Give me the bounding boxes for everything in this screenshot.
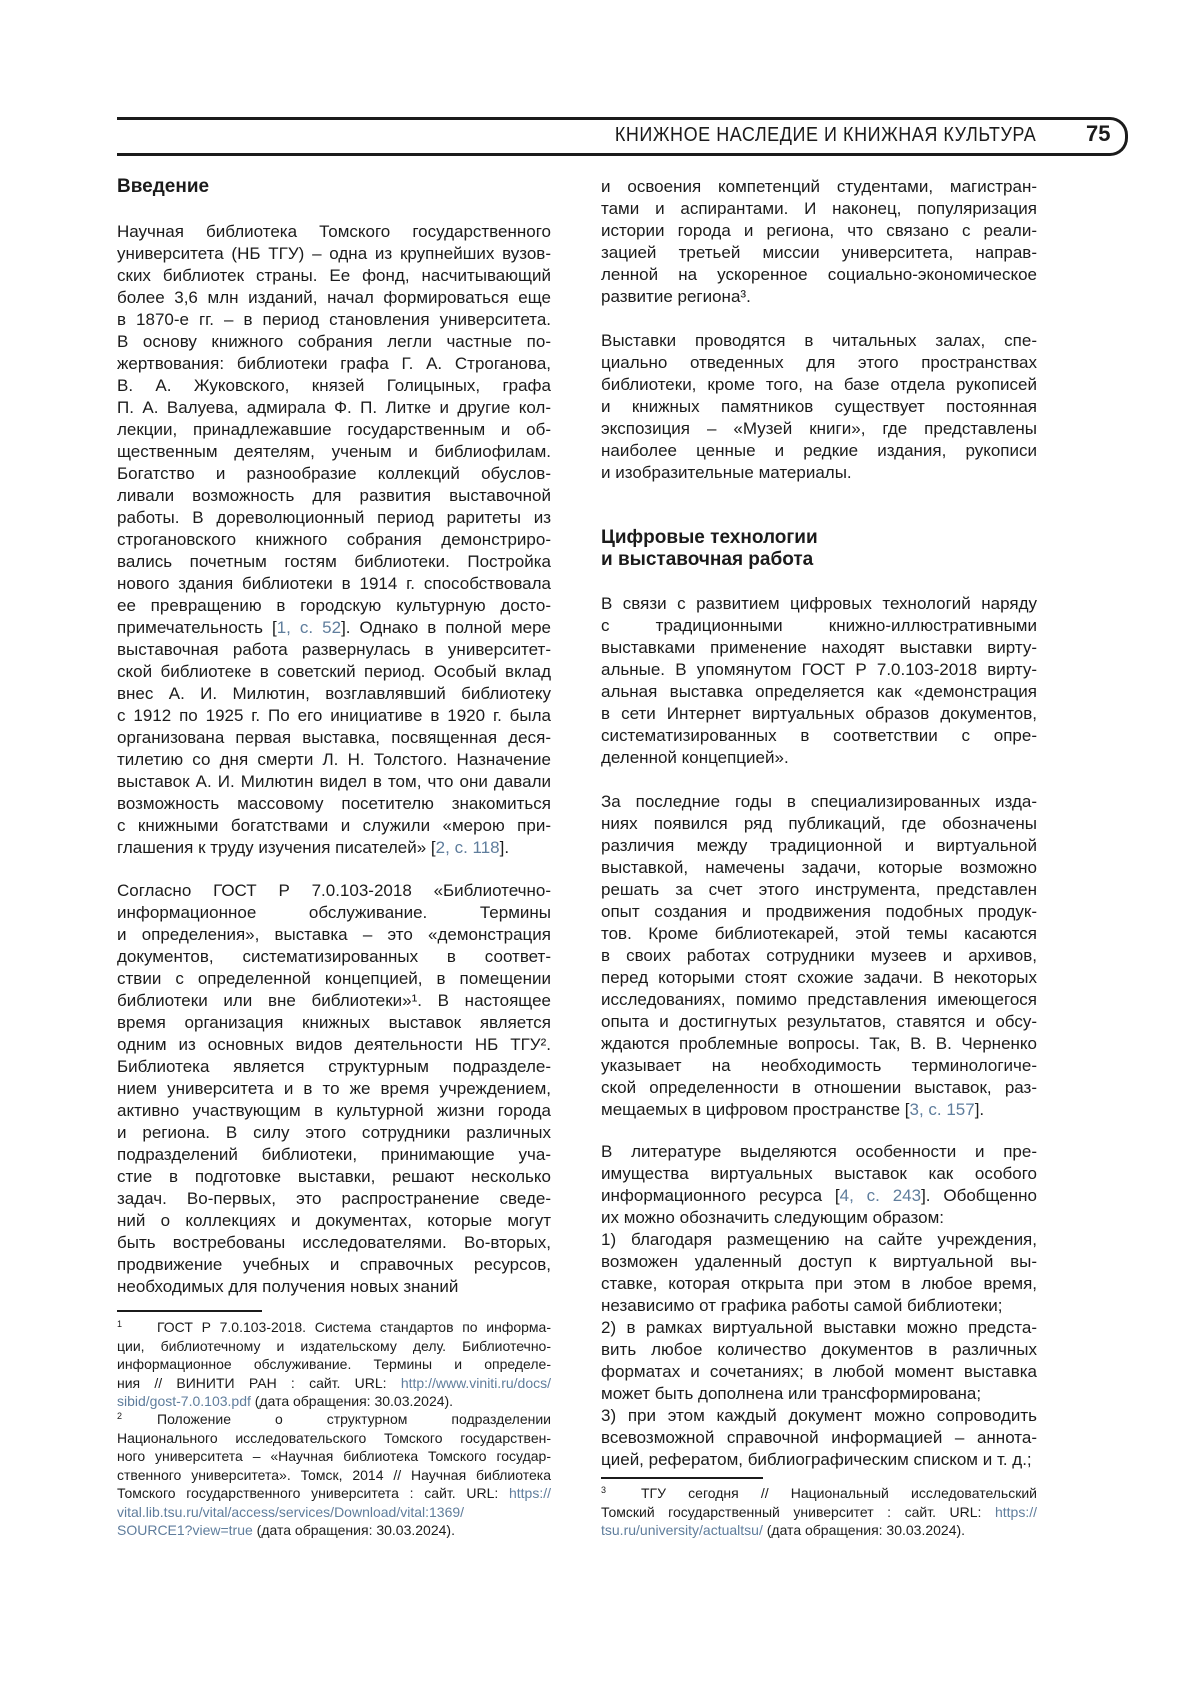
text-run: ]. Однако в полной мере: [341, 618, 551, 637]
text-run: информационное обслуживание. Термины и определе-: [117, 1356, 551, 1372]
text-run: различия между традиционной и виртуальной: [601, 836, 1037, 855]
text-run: развитие региона³.: [601, 287, 751, 306]
text-line: [117, 1337, 551, 1356]
text-line: [117, 815, 551, 837]
text-run: перед которыми стоят схожие задачи. В некоторых: [601, 968, 1037, 987]
text-line: [601, 1317, 1037, 1339]
text-run: тилетию со дня смерти Л. Н. Толстого. Назначение: [117, 750, 551, 769]
text-line: [117, 1210, 551, 1232]
text-line: [117, 1521, 551, 1540]
text-run: ее превращению в городскую культурную досто-: [117, 596, 551, 615]
text-line: [117, 419, 551, 441]
text-run: цией, рефератом, библиографическим списком и т. д.;: [601, 1450, 1032, 1469]
text-line: [601, 791, 1037, 813]
text-line: [117, 441, 551, 463]
text-line: [117, 727, 551, 749]
text-line: [117, 485, 551, 507]
text-run: указывает на необходимость терминологиче-: [601, 1056, 1037, 1075]
text-run: и региона. В силу этого сотрудники различных: [117, 1123, 551, 1142]
text-line: [601, 286, 1037, 308]
text-run: ниях появился ряд публикаций, где обозначены: [601, 814, 1037, 833]
text-run: может быть дополнена или трансформирована;: [601, 1384, 982, 1403]
text-run: библиотеки или вне библиотеки»¹. В настоящее: [117, 991, 551, 1010]
text-run: ждаются проблемные вопросы. Так, В. В. Черненко: [601, 1034, 1037, 1053]
text-run: зацией третьей миссии университета, направ-: [601, 243, 1037, 262]
text-run: нового здания библиотеки в 1914 г. способствовала: [117, 574, 551, 593]
text-line: [117, 331, 551, 353]
text-line: [601, 1207, 1037, 1229]
text-line: [117, 1056, 551, 1078]
text-line: [601, 176, 1037, 198]
text-run: строгановского книжного собрания демонстриро-: [117, 530, 551, 549]
text-line: [117, 551, 551, 573]
text-run: библиотеки, кроме того, на базе отдела рукописей: [601, 375, 1037, 394]
paragraph: [601, 791, 1037, 1121]
text-run: наиболее ценные и редкие издания, рукописи: [601, 441, 1037, 460]
text-run: решать за счет этого инструмента, представлен: [601, 880, 1037, 899]
footnote-1: [117, 1318, 551, 1411]
text-line: [117, 573, 551, 595]
text-line: [117, 1447, 551, 1466]
text-run: примечательность [: [117, 618, 277, 637]
text-line: [601, 1361, 1037, 1383]
text-line: [601, 418, 1037, 440]
text-run: с традиционными книжно-иллюстративными: [601, 616, 1037, 635]
footnote-2: [117, 1410, 551, 1540]
text-run: В основу книжного собрания легли частные по-: [117, 332, 551, 351]
text-run: ской библиотеке в советский период. Особый вклад: [117, 662, 551, 681]
text-line: [117, 265, 551, 287]
text-line: [117, 880, 551, 902]
text-run: глашения к труду изучения писателей» [: [117, 838, 436, 857]
text-run: в сети Интернет виртуальных образов документов,: [601, 704, 1037, 723]
text-line: [117, 946, 551, 968]
footnote-3: [601, 1484, 1037, 1540]
text-run: деленной концепцией».: [601, 748, 789, 767]
text-run: За последние годы в специализированных изда-: [601, 792, 1037, 811]
text-line: [601, 593, 1037, 615]
text-line: [601, 945, 1037, 967]
text-line: [601, 835, 1037, 857]
reference-link[interactable]: 1, с. 52: [276, 618, 342, 637]
text-run: вались почетным гостям библиотеки. Постройка: [117, 552, 551, 571]
text-line: [601, 857, 1037, 879]
text-run: опыт создания и продвижения подобных продук-: [601, 902, 1037, 921]
text-run: Богатство и разнообразие коллекций обуслов-: [117, 464, 551, 483]
text-run: имущества виртуальных выставок как особого: [601, 1164, 1037, 1183]
text-line: [601, 1427, 1037, 1449]
text-run: работы. В дореволюционный период раритеты из: [117, 508, 551, 527]
text-run: их можно обозначить следующим образом:: [601, 1208, 944, 1227]
text-line: [117, 902, 551, 924]
text-run: и книжных памятников существует постоянная: [601, 397, 1037, 416]
text-line: [117, 1392, 551, 1411]
text-line: [117, 1012, 551, 1034]
text-line: [117, 661, 551, 683]
text-run: истории города и региона, что связано с реали-: [601, 221, 1037, 240]
text-run: возможность массовому посетителю знакомиться: [117, 794, 551, 813]
text-run: быть востребованы исследователями. Во-вторых,: [117, 1233, 551, 1252]
text-run: мещаемых в цифровом пространстве [: [601, 1100, 910, 1119]
text-line: [117, 617, 551, 639]
text-line: [601, 615, 1037, 637]
text-line: [601, 352, 1037, 374]
paragraph: [601, 1141, 1037, 1229]
text-line: [117, 683, 551, 705]
text-line: [117, 397, 551, 419]
text-line: [601, 198, 1037, 220]
list-item: [601, 1229, 1037, 1317]
text-run: ].: [974, 1100, 985, 1119]
text-line: [601, 396, 1037, 418]
text-line: [117, 1484, 551, 1503]
text-run: необходимых для получения новых знаний: [117, 1277, 459, 1296]
text-line: [601, 659, 1037, 681]
text-run: Положение о структурном подразделении: [157, 1411, 551, 1427]
text-line: [117, 1410, 551, 1429]
text-line: [601, 1099, 1037, 1121]
text-run: внес А. И. Милютин, возглавлявший библиотеку: [117, 684, 551, 703]
text-run: Согласно ГОСТ Р 7.0.103-2018 «Библиотечно-: [117, 881, 551, 900]
text-run: ствии с определенной концепцией, в помещении: [117, 969, 551, 988]
text-run: ]. Обобщенно: [921, 1186, 1037, 1205]
text-run: с книжными богатствами и служили «мерою при-: [117, 816, 551, 835]
paragraph: [601, 593, 1037, 769]
text-line: [601, 1273, 1037, 1295]
text-line: [601, 374, 1037, 396]
text-run: (дата обращения: 30.03.2024).: [762, 1522, 966, 1538]
text-line: [117, 968, 551, 990]
text-run: Томский государственный университет : сайт. URL:: [601, 1503, 995, 1520]
reference-link[interactable]: 4, с. 243: [839, 1186, 922, 1205]
text-line: [601, 901, 1037, 923]
text-line: [117, 243, 551, 265]
text-run: тов. Кроме библиотекарей, этой темы касаются: [601, 924, 1037, 943]
text-line: [601, 242, 1037, 264]
text-line: [601, 637, 1037, 659]
text-run: лекции, принадлежавшие государственным и об-: [117, 420, 551, 439]
text-line: [601, 725, 1037, 747]
text-line: [601, 1521, 1037, 1540]
text-run: активно участвующим в культурной жизни города: [117, 1101, 551, 1120]
text-run: В связи с развитием цифровых технологий наряду: [601, 594, 1037, 613]
reference-link[interactable]: https://: [508, 1485, 551, 1501]
text-line: [601, 681, 1037, 703]
text-line: [117, 1188, 551, 1210]
text-line: [117, 1466, 551, 1485]
text-run: П. А. Валуева, адмирала Ф. П. Литке и другие кол-: [117, 398, 551, 417]
text-run: и определения», выставка – это «демонстрация: [117, 925, 551, 944]
text-line: [601, 1011, 1037, 1033]
text-line: [117, 463, 551, 485]
footnote-divider: [117, 1310, 262, 1312]
text-line: [601, 1339, 1037, 1361]
text-run: Томского государственного университета : сайт. URL:: [117, 1485, 509, 1501]
reference-link[interactable]: https://: [994, 1503, 1037, 1520]
text-run: продвижение учебных и справочных ресурсов,: [117, 1255, 551, 1274]
text-line: [601, 1383, 1037, 1405]
text-line: [601, 879, 1037, 901]
footnote-number: 1: [117, 1319, 123, 1329]
section-heading-introduction: Введение: [117, 176, 210, 197]
text-line: [117, 595, 551, 617]
reference-link[interactable]: vital.lib.tsu.ru/vital/access/services/Download/vital:1369/: [117, 1503, 465, 1520]
text-run: ставке, которая открыта при этом в любое время,: [601, 1274, 1037, 1293]
text-line: [601, 1251, 1037, 1273]
text-line: [601, 1033, 1037, 1055]
text-run: ТГУ сегодня // Национальный исследовательский: [641, 1485, 1037, 1501]
footnote-divider: [601, 1477, 763, 1479]
text-line: [117, 507, 551, 529]
text-run: подразделений библиотеки, принимающие уча-: [117, 1145, 551, 1164]
text-line: [117, 749, 551, 771]
text-run: выставок А. И. Милютин видел в том, что они давали: [117, 772, 551, 791]
text-run: 1) благодаря размещению на сайте учреждения,: [601, 1230, 1037, 1249]
text-run: (дата обращения: 30.03.2024).: [250, 1393, 454, 1409]
text-run: Национального исследовательского Томского государствен-: [117, 1429, 551, 1446]
text-run: одним из основных видов деятельности НБ ТГУ².: [117, 1035, 551, 1054]
text-line: [117, 990, 551, 1012]
text-run: 2) в рамках виртуальной выставки можно предста-: [601, 1318, 1037, 1337]
text-line: [601, 989, 1037, 1011]
text-line: [117, 1318, 551, 1337]
text-line: [601, 1163, 1037, 1185]
text-line: [117, 639, 551, 661]
text-line: [601, 330, 1037, 352]
text-line: [601, 1077, 1037, 1099]
text-run: информационного ресурса [: [601, 1186, 840, 1205]
reference-link[interactable]: sibid/gost-7.0.103.pdf: [117, 1393, 251, 1409]
reference-link[interactable]: 2, с. 118: [435, 838, 500, 857]
paragraph: [601, 176, 1037, 308]
text-line: [117, 1166, 551, 1188]
text-run: нием университета и в то же время учреждением,: [117, 1079, 551, 1098]
section-heading-digital-line1: Цифровые технологии: [601, 527, 818, 548]
text-line: [117, 1503, 551, 1522]
reference-link[interactable]: http://www.viniti.ru/docs/: [400, 1374, 551, 1391]
paragraph: [601, 330, 1037, 484]
text-run: Выставки проводятся в читальных залах, спе-: [601, 331, 1037, 350]
text-run: экспозиция – «Музей книги», где представлены: [601, 419, 1037, 438]
text-line: [117, 1122, 551, 1144]
text-line: [117, 1276, 551, 1298]
text-run: ливали возможность для развития выставочной: [117, 486, 551, 505]
text-line: [117, 1034, 551, 1056]
text-line: [601, 923, 1037, 945]
text-run: и освоения компетенций студентами, магистран-: [601, 177, 1037, 196]
text-line: [117, 221, 551, 243]
text-run: (дата обращения: 30.03.2024).: [252, 1522, 455, 1538]
text-run: альные. В упомянутом ГОСТ Р 7.0.103-2018 вирту-: [601, 660, 1037, 679]
text-run: информационное обслуживание. Термины: [117, 903, 551, 922]
text-run: ].: [499, 838, 510, 857]
text-run: ленной на ускоренное социально-экономическое: [601, 265, 1037, 284]
text-run: выставкой, намечены задачи, которые возможно: [601, 858, 1037, 877]
text-run: документов, систематизированных в соответ-: [117, 947, 551, 966]
text-line: [601, 1295, 1037, 1317]
text-run: В литературе выделяются особенности и пре-: [601, 1142, 1037, 1161]
text-run: время организация книжных выставок является: [117, 1013, 551, 1032]
text-line: [601, 967, 1037, 989]
page-number: 75: [1086, 121, 1111, 146]
text-line: [601, 1484, 1037, 1503]
text-line: [601, 747, 1037, 769]
text-run: ГОСТ Р 7.0.103-2018. Система стандартов по информа-: [157, 1319, 551, 1335]
text-line: [601, 220, 1037, 242]
footnote-number: 3: [601, 1485, 607, 1495]
list-item: [601, 1405, 1037, 1471]
text-line: [117, 1144, 551, 1166]
text-line: [117, 1429, 551, 1448]
text-line: [117, 309, 551, 331]
text-line: [117, 1078, 551, 1100]
text-line: [601, 440, 1037, 462]
text-run: ния // ВИНИТИ РАН : сайт. URL:: [117, 1374, 401, 1391]
text-line: [117, 1100, 551, 1122]
text-line: [117, 1254, 551, 1276]
text-run: выставочная работа развернулась в университет-: [117, 640, 551, 659]
text-run: выставками применение находят выставки вирту-: [601, 638, 1037, 657]
text-line: [117, 924, 551, 946]
text-run: в 1870-е гг. – в период становления университета.: [117, 310, 551, 329]
paragraph: [117, 880, 551, 1298]
text-run: альная выставка определяется как «демонстрация: [601, 682, 1037, 701]
text-line: [601, 1405, 1037, 1427]
text-run: жертвования: библиотеки графа Г. А. Строганова,: [117, 354, 551, 373]
footnote-number: 2: [117, 1411, 123, 1421]
text-run: с 1912 по 1925 г. По его инициативе в 1920 г. была: [117, 706, 551, 725]
text-line: [601, 1503, 1037, 1522]
text-line: [601, 462, 1037, 484]
text-line: [601, 1449, 1037, 1471]
text-run: ственного университета». Томск, 2014 // Научная библиотека: [117, 1466, 551, 1483]
text-run: возможен удаленный доступ к виртуальной вы-: [601, 1252, 1037, 1271]
text-line: [601, 813, 1037, 835]
text-run: организована первая выставка, посвященная деся-: [117, 728, 551, 747]
text-run: форматах и сочетаниях; в любой момент выставка: [601, 1362, 1037, 1381]
section-heading-digital-line2: и выставочная работа: [601, 549, 814, 570]
text-line: [117, 1232, 551, 1254]
reference-link[interactable]: tsu.ru/university/actualtsu/: [601, 1522, 763, 1538]
text-run: стие в подготовке выставки, решают несколько: [117, 1167, 551, 1186]
text-run: независимо от графика работы самой библиотеки;: [601, 1296, 1003, 1315]
text-run: всевозможной справочной информацией – аннота-: [601, 1428, 1037, 1447]
text-run: задач. Во-первых, это распространение сведе-: [117, 1189, 551, 1208]
text-run: более 3,6 млн изданий, начал формироваться еще: [117, 288, 551, 307]
text-line: [117, 771, 551, 793]
text-run: и изобразительные материалы.: [601, 463, 852, 482]
text-line: [601, 1229, 1037, 1251]
text-run: опыта и достигнутых результатов, ставятся и обсу-: [601, 1012, 1037, 1031]
text-line: [117, 705, 551, 727]
text-run: в своих работах сотрудники музеев и архивов,: [601, 946, 1037, 965]
text-line: [117, 353, 551, 375]
text-run: исследованиях, помимо представления имеющегося: [601, 990, 1037, 1009]
text-run: ции, библиотечному и издательскому делу. Библиотечно-: [117, 1337, 551, 1354]
text-line: [601, 1185, 1037, 1207]
text-line: [117, 287, 551, 309]
text-run: ских библиотек страны. Ее фонд, насчитывающий: [117, 266, 551, 285]
text-line: [117, 375, 551, 397]
text-run: Библиотека является структурным подразделе-: [117, 1057, 551, 1076]
text-run: систематизированных в соответствии с опре-: [601, 726, 1037, 745]
text-line: [117, 793, 551, 815]
text-line: [601, 1055, 1037, 1077]
running-header-title: КНИЖНОЕ НАСЛЕДИЕ И КНИЖНАЯ КУЛЬТУРА: [614, 124, 1036, 146]
text-line: [117, 529, 551, 551]
paragraph: [117, 221, 551, 859]
text-run: вить любое количество документов в различных: [601, 1340, 1037, 1359]
reference-link[interactable]: 3, с. 157: [909, 1100, 975, 1119]
text-line: [117, 837, 551, 859]
text-line: [601, 703, 1037, 725]
text-run: тами и аспирантами. И наконец, популяризация: [601, 199, 1037, 218]
text-run: ской определенности в отношении выставок, раз-: [601, 1078, 1037, 1097]
text-run: щественным деятелям, ученым и библиофилам.: [117, 442, 551, 461]
text-run: В. А. Жуковского, князей Голицыных, графа: [117, 376, 551, 395]
text-run: 3) при этом каждый документ можно сопроводить: [601, 1406, 1037, 1425]
text-run: университета (НБ ТГУ) – одна из крупнейших вузов-: [117, 244, 551, 263]
text-line: [601, 1141, 1037, 1163]
text-run: ний о коллекциях и документах, которые могут: [117, 1211, 551, 1230]
list-item: [601, 1317, 1037, 1405]
text-line: [117, 1355, 551, 1374]
text-run: ного университета – «Научная библиотека Томского государ-: [117, 1448, 551, 1464]
text-run: циально отведенных для этого пространствах: [601, 353, 1037, 372]
reference-link[interactable]: SOURCE1?view=true: [117, 1522, 253, 1538]
text-line: [601, 264, 1037, 286]
text-line: [117, 1374, 551, 1393]
text-run: Научная библиотека Томского государственного: [117, 222, 551, 241]
